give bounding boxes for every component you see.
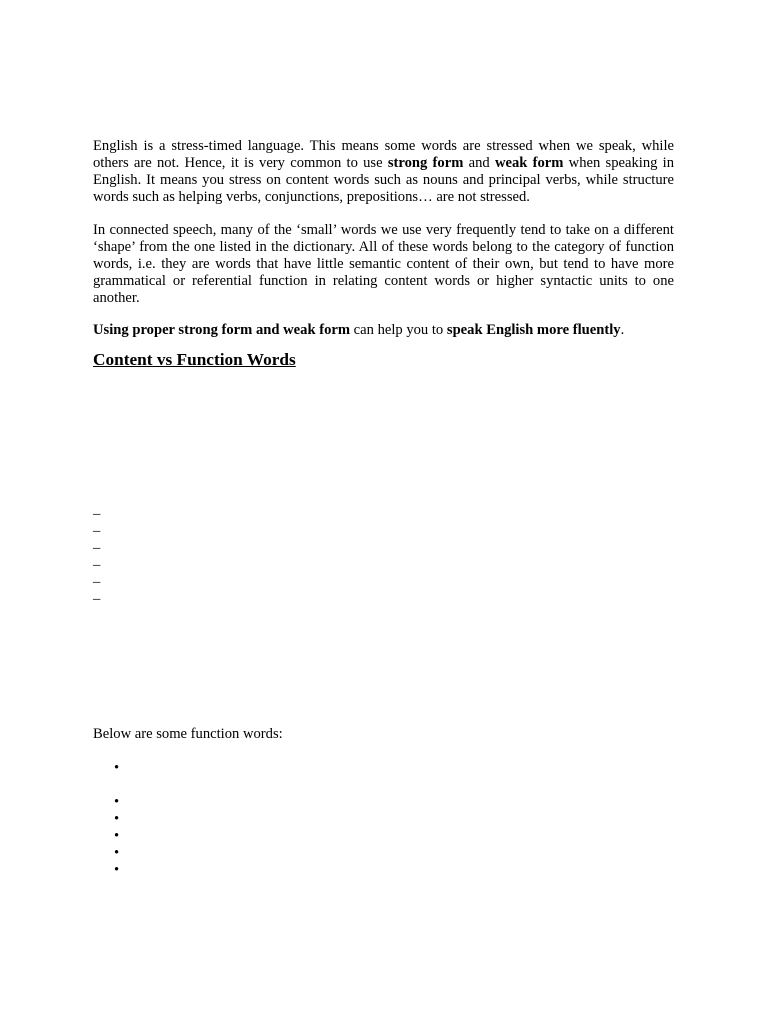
- fluency-paragraph: [93, 322, 674, 339]
- intro-paragraph: [93, 138, 674, 206]
- function-words-list: [114, 760, 119, 879]
- dash-list-item: –: [93, 540, 101, 556]
- paragraph1-text-3: when speaking in English. It means you stress on content words such as nouns and principal verbs, while structure words such as helping verbs, conjunctions, prepositions… are not stressed.: [93, 155, 675, 205]
- function-words-intro: Below are some function words:: [93, 726, 283, 742]
- paragraph1-text-2: and: [463, 155, 495, 171]
- bullet-list-item: •: [114, 862, 120, 878]
- fluency-text-1: can help you to: [350, 322, 447, 338]
- dash-list-item: –: [93, 523, 101, 539]
- fluency-bold-1: Using proper strong form and weak form: [93, 322, 351, 338]
- fluency-text-2: .: [620, 322, 625, 338]
- bullet-list-item: •: [114, 760, 120, 776]
- weak-form-term: weak form: [494, 155, 564, 171]
- fluency-bold-2: speak English more fluently: [446, 322, 621, 338]
- section-heading: Content vs Function Words: [93, 350, 296, 369]
- dash-list-item: –: [93, 574, 101, 590]
- dash-list-item: –: [93, 557, 101, 573]
- dash-list: [93, 506, 100, 608]
- dash-list-item: –: [93, 591, 101, 607]
- paragraph1-text-1: English is a stress-timed language. This means some words are stressed when we speak, while others are not. Hence, it is very common to use: [93, 138, 674, 171]
- dash-list-item: –: [93, 506, 101, 522]
- connected-speech-paragraph: In connected speech, many of the ‘small’ words we use very frequently tend to take on a different ‘shape’ from the one listed in the dictionary. All of these words belong to the category of function words, i.e. they are words that have little semantic content of their own, but tend to have more grammatical or referential function in relating content words or higher syntactic units to one another.: [93, 222, 674, 306]
- bullet-list-item: •: [114, 845, 120, 861]
- bullet-list-item: •: [114, 811, 120, 827]
- bullet-list-item: •: [114, 794, 120, 810]
- strong-form-term: strong form: [387, 155, 464, 171]
- bullet-list-item: •: [114, 828, 120, 844]
